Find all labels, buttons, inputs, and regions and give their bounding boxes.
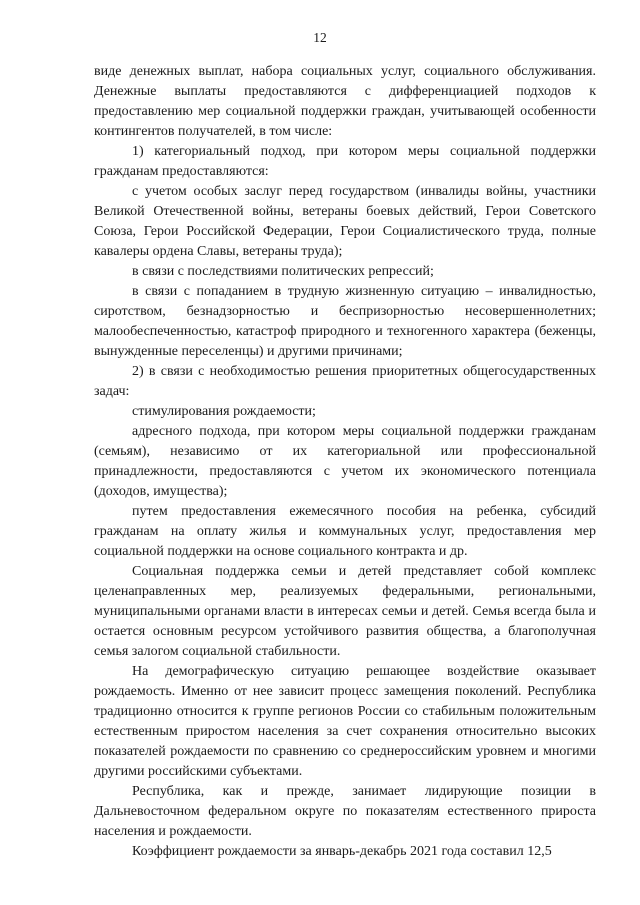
paragraph: Социальная поддержка семьи и детей представляет собой комплекс целенаправленных мер, реализуемых федеральными, региональными, муниципальными органами власти в интересах семьи и детей. Семья всегда была и остается основным ресурсом устойчивого развития общества, а благополучная семья залогом социальной стабильности.: [94, 564, 596, 659]
page-number: 12: [313, 30, 327, 45]
paragraph: в связи с попаданием в трудную жизненную ситуацию – инвалидностью, сиротством, безнадзорностью и беспризорностью несовершеннолетних; малообеспеченностью, катастроф природного и техногенного характера (беженцы, вынужденные переселенцы) и другими причинами;: [94, 284, 596, 359]
paragraph: с учетом особых заслуг перед государством (инвалиды войны, участники Великой Отечественной войны, ветераны боевых действий, Герои Советского Союза, Герои Российской Федерации, Герои Социалистического труда, полные кавалеры ордена Славы, ветераны труда);: [94, 184, 596, 259]
paragraph: адресного подхода, при котором меры социальной поддержки гражданам (семьям), независимо от их категориальной или профессиональной принадлежности, предоставляются с учетом их экономического потенциала (доходов, имущества);: [94, 424, 596, 499]
paragraph: стимулирования рождаемости;: [132, 404, 316, 419]
paragraph: 2) в связи с необходимостью решения приоритетных общегосударственных задач:: [94, 364, 596, 399]
paragraph: 1) категориальный подход, при котором меры социальной поддержки гражданам предоставляются:: [94, 144, 596, 179]
paragraph: Республика, как и прежде, занимает лидирующие позиции в Дальневосточном федеральном округе по показателям естественного прироста населения и рождаемости.: [94, 784, 596, 839]
paragraph: путем предоставления ежемесячного пособия на ребенка, субсидий гражданам на оплату жилья и коммунальных услуг, предоставления мер социальной поддержки на основе социального контракта и др.: [94, 504, 596, 559]
paragraph: в связи с последствиями политических репрессий;: [132, 264, 434, 279]
paragraph: Коэффициент рождаемости за январь-декабрь 2021 года составил 12,5: [132, 844, 552, 859]
paragraph: На демографическую ситуацию решающее воздействие оказывает рождаемость. Именно от нее зависит процесс замещения поколений. Республика традиционно относится к группе регионов России со стабильным положительным естественным приростом населения за счет сохранения относительно высоких показателей рождаемости по сравнению со среднероссийским уровнем и многими другими российскими субъектами.: [94, 664, 596, 779]
body-text: [94, 62, 596, 862]
paragraph: виде денежных выплат, набора социальных услуг, социального обслуживания. Денежные выплаты предоставляются с дифференциацией подходов к предоставлению мер социальной поддержки граждан, учитывающей особенности контингентов получателей, в том числе:: [94, 64, 596, 139]
